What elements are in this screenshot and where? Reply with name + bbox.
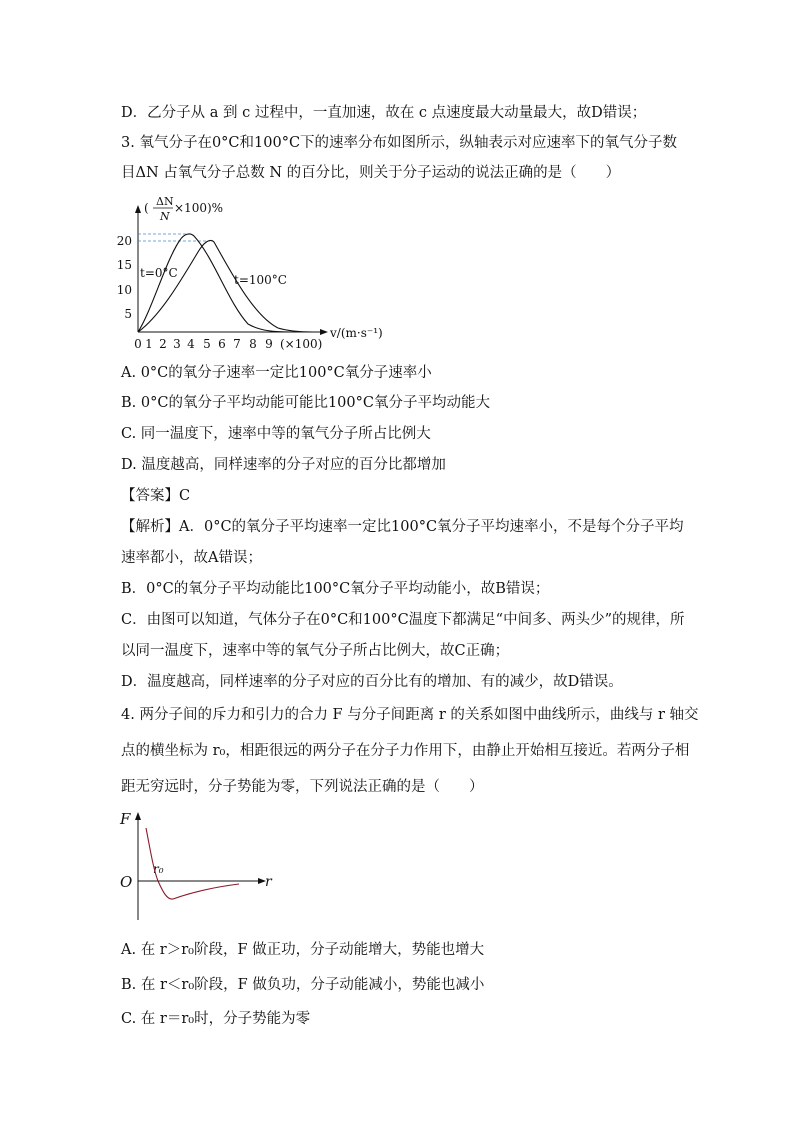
r-axis-label: r bbox=[265, 874, 272, 890]
x-axis-label: v/(m·s⁻¹) bbox=[330, 326, 383, 340]
q3-option-b: B. 0°C的氧分子平均动能可能比100°C氧分子平均动能大 bbox=[121, 395, 490, 411]
origin-label: O bbox=[120, 873, 133, 891]
x-unit: (×100) bbox=[280, 337, 323, 351]
x-tick-8: 8 bbox=[249, 337, 257, 351]
x-tick-1: 1 bbox=[145, 337, 153, 351]
q3-stem-line-1: 3. 氧气分子在0°C和100°C下的速率分布如图所示，纵轴表示对应速率下的氧气分子数 bbox=[121, 135, 678, 151]
y-label-n: N bbox=[160, 210, 170, 223]
q4-stem-line-1: 4. 两分子间的斥力和引力的合力 F 与分子间距离 r 的关系如图中曲线所示，曲线与 r 轴交 bbox=[121, 707, 699, 723]
q4-option-b: B. 在 r＜r₀阶段，F 做负功，分子动能减小，势能也减小 bbox=[121, 977, 485, 993]
q3-answer: 【答案】C bbox=[121, 488, 191, 504]
y-label-open: ( bbox=[144, 201, 149, 215]
q4-force-distance-figure bbox=[115, 808, 285, 926]
x-tick-4: 4 bbox=[187, 337, 195, 351]
curve-100c-label: t=100°C bbox=[234, 273, 287, 287]
q4-option-c: C. 在 r＝r₀时，分子势能为零 bbox=[121, 1011, 311, 1027]
x-tick-5: 5 bbox=[203, 337, 211, 351]
q3-analysis-line-6: D．温度越高，同样速率的分子对应的百分比有的增加、有的减少，故D错误。 bbox=[121, 674, 623, 690]
y-tick-15: 15 bbox=[116, 258, 132, 272]
curve-0c-label: t=0°C bbox=[140, 266, 178, 280]
y-tick-20: 20 bbox=[116, 234, 132, 248]
q2-option-d: D．乙分子从 a 到 c 过程中，一直加速，故在 c 点速度最大动量最大，故D错误； bbox=[121, 105, 647, 121]
q4-stem-line-2: 点的横坐标为 r₀，相距很远的两分子在分子力作用下，由静止开始相互接近。若两分子相 bbox=[121, 743, 690, 759]
q3-speed-distribution-figure bbox=[116, 192, 383, 354]
x-tick-9: 9 bbox=[265, 337, 273, 351]
q3-analysis-line-1: 【解析】A．0°C的氧分子平均速率一定比100°C氧分子平均速率小，不是每个分子平均 bbox=[121, 519, 684, 535]
q3-analysis-line-4: C．由图可以知道，气体分子在0°C和100°C温度下都满足“中间多、两头少”的规律，所 bbox=[121, 612, 685, 628]
r0-label: r₀ bbox=[153, 862, 164, 876]
q4-option-a: A. 在 r＞r₀阶段，F 做正功，分子动能增大，势能也增大 bbox=[121, 942, 485, 958]
y-label-rest: ×100)% bbox=[174, 201, 224, 215]
x-tick-0: 0 bbox=[134, 337, 142, 351]
y-tick-5: 5 bbox=[124, 307, 132, 321]
q3-option-a: A. 0°C的氧分子速率一定比100°C氧分子速率小 bbox=[121, 365, 432, 381]
f-axis-label: F bbox=[120, 810, 131, 828]
q3-option-d: D. 温度越高，同样速率的分子对应的百分比都增加 bbox=[121, 457, 446, 473]
y-tick-10: 10 bbox=[116, 283, 132, 297]
q3-analysis-line-3: B．0°C的氧分子平均动能比100°C氧分子平均动能小，故B错误； bbox=[121, 581, 550, 597]
x-tick-7: 7 bbox=[233, 337, 241, 351]
q3-option-c: C. 同一温度下，速率中等的氧气分子所占比例大 bbox=[121, 426, 431, 442]
q3-analysis-line-5: 以同一温度下，速率中等的氧气分子所占比例大，故C正确； bbox=[121, 643, 510, 659]
q4-stem-line-3: 距无穷远时，分子势能为零，下列说法正确的是（ ） bbox=[121, 779, 484, 795]
q3-analysis-line-2: 速率都小，故A错误； bbox=[121, 550, 262, 566]
x-tick-3: 3 bbox=[173, 337, 181, 351]
q3-stem-line-2: 目ΔN 占氧气分子总数 N 的百分比，则关于分子运动的说法正确的是（ ） bbox=[121, 165, 621, 181]
x-tick-6: 6 bbox=[218, 337, 226, 351]
y-label-delta-n: ΔN bbox=[156, 195, 174, 208]
x-tick-2: 2 bbox=[159, 337, 167, 351]
